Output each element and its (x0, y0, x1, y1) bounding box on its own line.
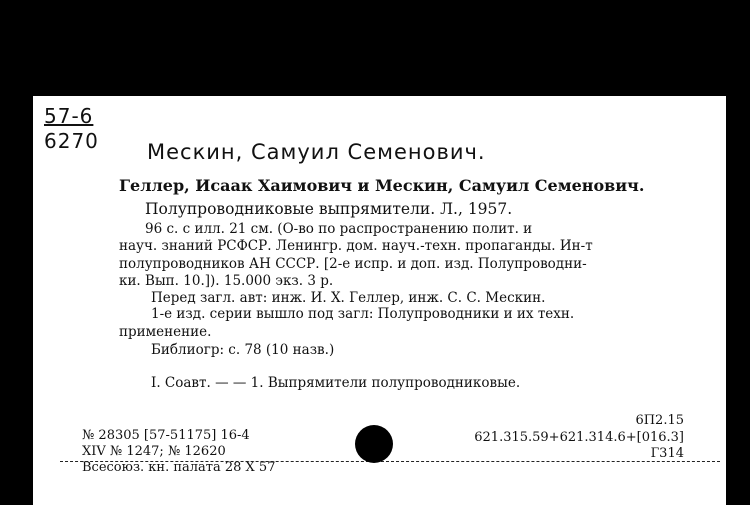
card-line: 96 с. с илл. 21 см. (О-во по распространению полит. и (145, 221, 533, 237)
card-line: полупроводников АН СССР. [2-е испр. и доп. изд. Полупроводни- (119, 256, 587, 272)
call-number-bottom: 6270 (44, 129, 99, 153)
chamber-stamp: Всесоюз. кн. палата 28 X 57 (82, 460, 276, 475)
card-line: науч. знаний РСФСР. Ленингр. дом. науч.-техн. пропаганды. Ин-т (119, 238, 593, 254)
handwritten-name: Мескин, Самуил Семенович. (147, 140, 486, 164)
udc-code: 621.315.59+621.314.6+[016.3] (474, 430, 684, 445)
registration-number: № 28305 [57-51175] 16-4 (82, 428, 250, 443)
card-line: 1-е изд. серии вышло под загл: Полупроводники и их техн. (151, 306, 575, 322)
bottom-rule (60, 461, 720, 462)
card-line: ки. Вып. 10.]). 15.000 экз. 3 р. (119, 273, 334, 289)
card-line: Полупроводниковые выпрямители. Л., 1957. (145, 200, 513, 218)
card-heading: Геллер, Исаак Хаимович и Мескин, Самуил Семенович. (119, 176, 645, 195)
call-number-top: 57-6 (44, 104, 94, 128)
card-line: I. Соавт. — — 1. Выпрямители полупроводниковые. (151, 375, 521, 391)
registration-number: XIV № 1247; № 12620 (82, 444, 226, 459)
classification-index: 6П2.15 (635, 413, 684, 428)
card-line: Библиогр: с. 78 (10 назв.) (151, 342, 335, 358)
author-mark: Г314 (650, 446, 684, 461)
card-line: применение. (119, 324, 212, 340)
ink-blot (355, 425, 393, 463)
card-line: Перед загл. авт: инж. И. Х. Геллер, инж. С. С. Мескин. (151, 290, 546, 306)
